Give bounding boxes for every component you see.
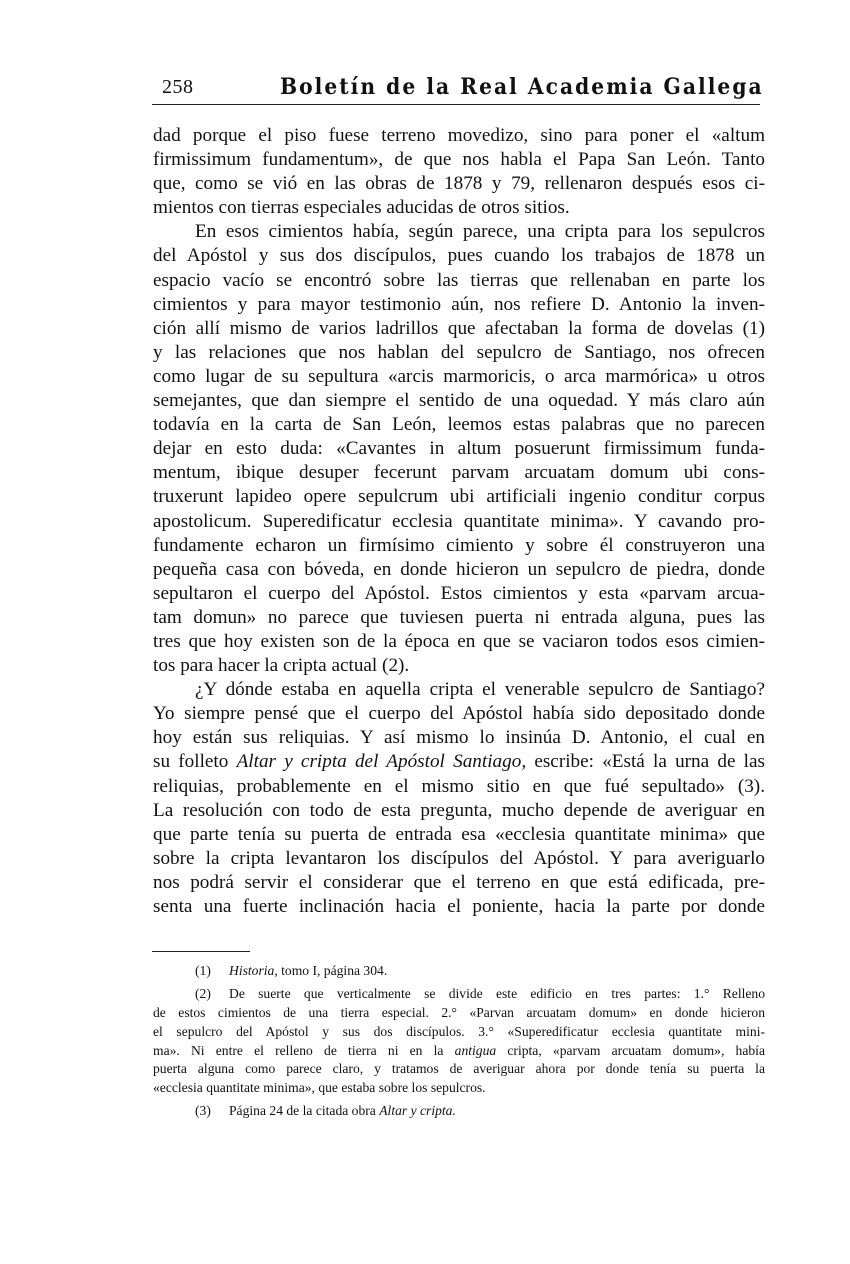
footnote-3 <box>153 1102 765 1121</box>
footnote-marker: (3) <box>195 1103 211 1119</box>
footnote-line: de estos cimientos de una tierra especial. 2.° «Parvan arcuatam domum» en donde hicieron <box>153 1004 765 1020</box>
text-line: todavía en la carta de San León, leemos estas palabras que no parecen <box>153 414 765 436</box>
footnote-text: cripta, «parvam arcuatam domum», había <box>496 1042 765 1058</box>
text-line: que parte tenía su puerta de entrada esa «ecclesia quantitate minima» que <box>153 823 765 845</box>
text-line: sobre la cripta levantaron los discípulos del Apóstol. Y para averiguarlo <box>153 847 765 869</box>
running-head <box>152 74 762 104</box>
text-line: fundamente echaron un firmísimo cimiento y sobre él construyeron una <box>153 534 765 556</box>
text-line: tres que hoy existen son de la época en que se vaciaron todos esos cimien- <box>153 630 765 652</box>
text-line: firmissimum fundamentum», de que nos habla el Papa San León. Tanto <box>153 149 765 171</box>
footnote-text: Página 24 de la citada obra <box>229 1103 380 1119</box>
page-number: 258 <box>162 76 194 98</box>
text-line: tos para hacer la cripta actual (2). <box>153 655 410 677</box>
text-fragment: su folleto <box>153 751 237 773</box>
footnote-marker: (1) <box>195 963 211 978</box>
cited-work-title: Historia, <box>229 963 278 978</box>
text-line: espacio vacío se encontró sobre las tierras que rellenaban en parte los <box>153 269 765 291</box>
text-line: y las relaciones que nos hablan del sepulcro de Santiago, nos ofrecen <box>153 341 765 363</box>
footnote-2 <box>153 985 765 1004</box>
text-line: truxerunt lapideo opere sepulcrum ubi artificiali ingenio conditur corpus <box>153 486 765 508</box>
paragraph-start-line: ¿Y dónde estaba en aquella cripta el venerable sepulcro de Santiago? <box>195 679 765 701</box>
text-line-with-title <box>153 750 765 774</box>
text-line: que, como se vió en las obras de 1878 y 79, rellenaron después esos ci- <box>153 173 765 195</box>
text-line: dad porque el piso fuese terreno movedizo, sino para poner el «altum <box>153 125 765 146</box>
text-line: La resolución con todo de esta pregunta, mucho depende de averiguar en <box>153 799 765 821</box>
footnote-text: tomo I, página 304. <box>277 963 388 978</box>
emphasis: antigua <box>454 1042 497 1058</box>
footnote-separator <box>152 951 250 952</box>
text-line: del Apóstol y sus dos discípulos, pues cuando los trabajos de 1878 un <box>153 245 765 267</box>
text-line: cimientos y para mayor testimonio aún, nos refiere D. Antonio la inven- <box>153 293 765 315</box>
text-fragment: escribe: «Está la urna de las <box>526 751 765 773</box>
text-line: ción allí mismo de varios ladrillos que afectaban la forma de dovelas (1) <box>153 317 765 339</box>
paragraph-start-line: En esos cimientos había, según parece, una cripta para los sepulcros <box>195 221 765 243</box>
cited-work-title: Altar y cripta del Apóstol Santiago, <box>236 751 527 773</box>
footnotes <box>153 962 765 1121</box>
text-line: hoy están sus reliquias. Y así mismo lo insinúa D. Antonio, el cual en <box>153 727 765 749</box>
text-line: senta una fuerte inclinación hacia el poniente, hacia la parte por donde <box>153 896 765 917</box>
footnote-line: el sepulcro del Apóstol y sus dos discípulos. 3.° «Superedificatur ecclesia quantitate mini- <box>153 1023 765 1039</box>
text-line: mientos con tierras especiales aducidas de otros sitios. <box>153 197 570 219</box>
text-line: pequeña casa con bóveda, en donde hicieron un sepulcro de piedra, donde <box>153 558 765 580</box>
text-line: tam domun» no parece que tuviesen puerta ni entrada alguna, pues las <box>153 606 765 628</box>
footnote-marker: (2) <box>195 985 211 1001</box>
text-line: sepultaron el cuerpo del Apóstol. Estos cimientos y esta «parvam arcua- <box>153 582 765 604</box>
text-line: apostolicum. Superedificatur ecclesia quantitate minima». Y cavando pro- <box>153 510 765 532</box>
cited-work-title: Altar y cripta. <box>379 1103 456 1119</box>
footnote-line: puerta alguna como parece claro, y tratamos de averiguar ahora por donde tenía su puerta la <box>153 1061 765 1077</box>
text-line: semejantes, que dan siempre el sentido de una oquedad. Y más claro aún <box>153 390 765 412</box>
text-line: reliquias, probablemente en el mismo sitio en que fué sepultado» (3). <box>153 775 765 797</box>
journal-title: Boletín de la Real Academia Gallega <box>280 74 764 100</box>
footnote-line: «ecclesia quantitate minima», que estaba sobre los sepulcros. <box>153 1080 486 1096</box>
footnote-text: ma». Ni entre el relleno de tierra ni en la <box>153 1042 455 1058</box>
body-text <box>153 124 765 919</box>
footnote-line <box>153 1042 765 1061</box>
text-line: dejar en esto duda: «Cavantes in altum posuerunt firmissimum funda- <box>153 438 765 460</box>
text-line: como lugar de su sepultura «arcis marmoricis, o arca marmórica» u otros <box>153 365 765 387</box>
text-line: mentum, ibique desuper fecerunt parvam arcuatam domum ubi cons- <box>153 462 765 484</box>
text-line: Yo siempre pensé que el cuerpo del Apóstol había sido depositado donde <box>153 703 765 725</box>
footnote-1 <box>153 962 765 981</box>
header-rule <box>152 104 760 105</box>
text-line: nos podrá servir el considerar que el terreno en que está edificada, pre- <box>153 871 765 893</box>
footnote-text: De suerte que verticalmente se divide este edificio en tres partes: 1.° Relleno <box>229 985 765 1001</box>
